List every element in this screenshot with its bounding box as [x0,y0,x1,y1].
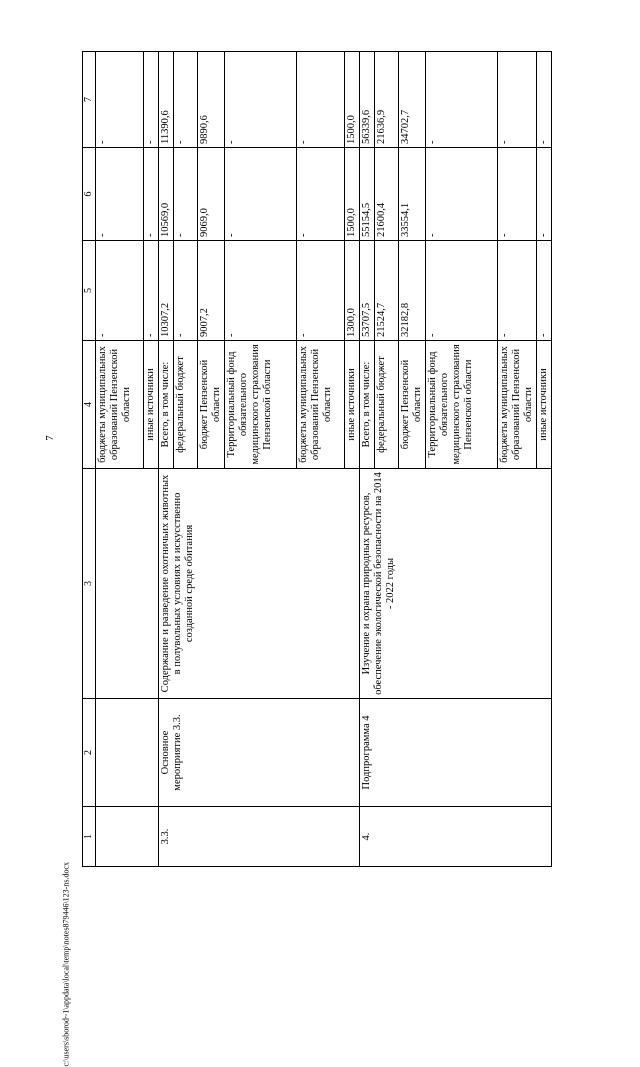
value-cell: 56339,6 [360,52,375,148]
value-cell: - [144,52,159,148]
footer-file-path [56,0,76,1067]
value-cell: 1300,0 [345,241,360,341]
value-cell: - [537,52,552,148]
value-cell: - [96,52,144,148]
value-cell: 1500,0 [345,52,360,148]
row-number-cell [96,807,159,867]
col-header-5: 5 [83,241,96,341]
value-cell: - [225,148,297,241]
source-cell: иные источники [537,341,552,469]
source-cell: Всего, в том числе: [360,341,375,469]
value-cell: 9007,2 [198,241,225,341]
value-cell: 10569,0 [159,148,174,241]
row-number-cell: 3.3. [159,807,360,867]
item-title-cell: Изучение и охрана природных ресурсов, обеспечение экологической безопасности на 2014 - 2022 годы [360,469,552,699]
value-cell: - [174,52,198,148]
value-cell: - [426,241,498,341]
source-cell: бюджеты муниципальных образований Пензенской области [297,341,345,469]
table-header-row [83,52,96,867]
source-cell: Территориальный фонд обязательного медицинского страхования Пензенской области [225,341,297,469]
col-header-7: 7 [83,52,96,148]
col-header-1: 1 [83,807,96,867]
source-cell: бюджет Пензенской области [399,341,426,469]
table-row [360,52,375,867]
source-cell: иные источники [345,341,360,469]
source-cell: иные источники [144,341,159,469]
value-cell: - [225,52,297,148]
table-container [82,52,582,867]
value-cell: - [96,148,144,241]
value-cell: - [426,52,498,148]
value-cell: - [537,148,552,241]
col-header-6: 6 [83,148,96,241]
source-cell: бюджет Пензенской области [198,341,225,469]
value-cell: - [297,148,345,241]
value-cell: 11390,6 [159,52,174,148]
source-cell: бюджеты муниципальных образований Пензенской области [96,341,144,469]
source-cell: Всего, в том числе: [159,341,174,469]
value-cell: - [297,241,345,341]
row-number-cell: 4. [360,807,552,867]
value-cell: 1500,0 [345,148,360,241]
value-cell: - [426,148,498,241]
value-cell: - [498,148,537,241]
value-cell: 10307,2 [159,241,174,341]
value-cell: 21636,9 [375,52,399,148]
source-cell: федеральный бюджет [375,341,399,469]
value-cell: - [297,52,345,148]
value-cell: - [537,241,552,341]
value-cell: 9069,0 [198,148,225,241]
source-cell: федеральный бюджет [174,341,198,469]
value-cell: 32182,8 [399,241,426,341]
value-cell: 34702,7 [399,52,426,148]
value-cell: - [498,52,537,148]
value-cell: 21524,7 [375,241,399,341]
budget-table [82,51,552,867]
value-cell: - [174,148,198,241]
col-header-3: 3 [83,469,96,699]
value-cell: 21600,4 [375,148,399,241]
value-cell: - [225,241,297,341]
rotated-page [82,52,582,867]
item-type-cell: Подпрограмма 4 [360,699,552,807]
value-cell: 33554,1 [399,148,426,241]
table-row [159,52,174,867]
value-cell: 53707,5 [360,241,375,341]
footer-file-path-text: c:\users\sborod~1\appdata\local\temp\notes879446\123-ns.docx [61,861,71,1067]
value-cell: - [144,241,159,341]
item-type-cell: Основное мероприятие 3.3. [159,699,360,807]
value-cell: 55154,5 [360,148,375,241]
value-cell: 9890,6 [198,52,225,148]
source-cell: Территориальный фонд обязательного медицинского страхования Пензенской области [426,341,498,469]
value-cell: - [96,241,144,341]
value-cell: - [498,241,537,341]
item-type-cell [96,699,159,807]
col-header-4: 4 [83,341,96,469]
item-title-cell: Содержание и разведение охотничьих животных в полувольных условиях и искусственно созданной среде обитания [159,469,360,699]
page-number: 7 [44,435,56,441]
col-header-2: 2 [83,699,96,807]
table-row [96,52,144,867]
item-title-cell [96,469,159,699]
source-cell: бюджеты муниципальных образований Пензенской области [498,341,537,469]
value-cell: - [144,148,159,241]
value-cell: - [174,241,198,341]
